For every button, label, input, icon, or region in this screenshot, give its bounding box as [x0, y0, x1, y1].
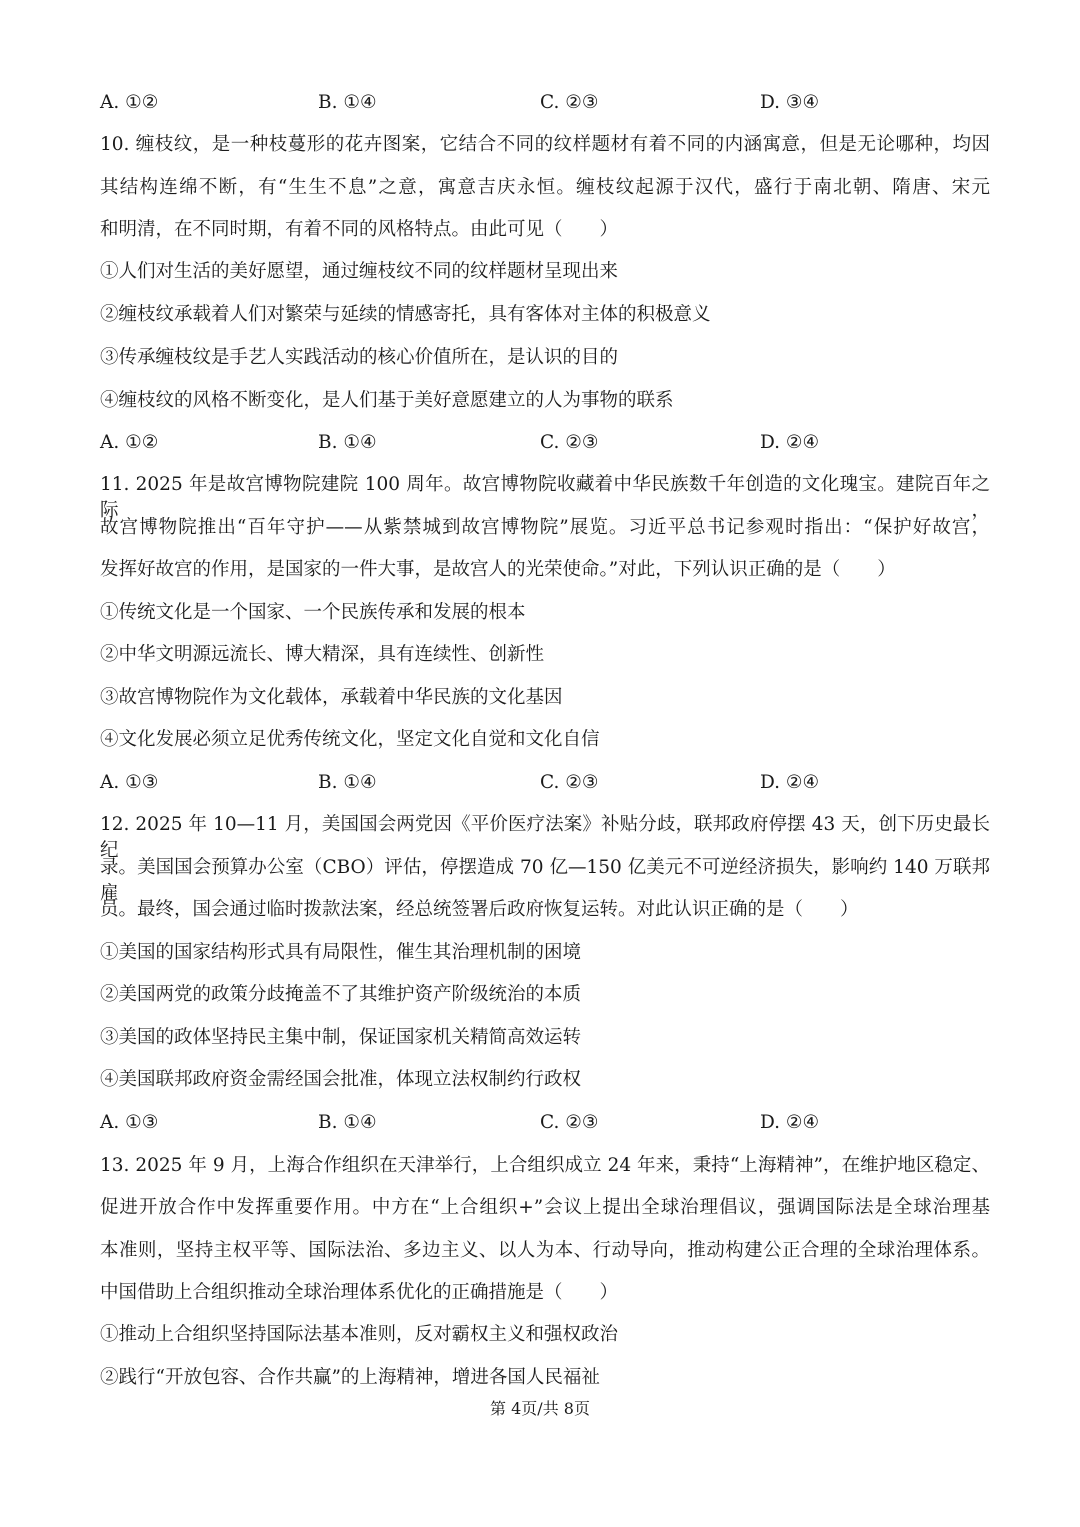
q11-options — [100, 770, 990, 796]
q12-statement: ④美国联邦政府资金需经国会批准，体现立法权制约行政权 — [100, 1069, 582, 1090]
option-a: A. ①③ — [100, 772, 159, 793]
option-b: B. ①④ — [318, 92, 377, 113]
q11-statement: ②中华文明源远流长、博大精深，具有连续性、创新性 — [100, 644, 545, 665]
q12-stem-line: 员。最终，国会通过临时拨款法案，经总统签署后政府恢复运转。对此认识正确的是（ ） — [100, 899, 859, 920]
option-d: D. ②④ — [760, 772, 820, 793]
page-number-footer: 第 4页/共 8页 — [490, 1399, 590, 1418]
option-c: C. ②③ — [540, 92, 599, 113]
option-d: D. ②④ — [760, 432, 820, 453]
option-c: C. ②③ — [540, 432, 599, 453]
option-b: B. ①④ — [318, 772, 377, 793]
q11-stem-line: 故宫博物院推出“百年守护——从紫禁城到故宫博物院”展览。习近平总书记参观时指出：“保护好故宫， — [100, 517, 990, 538]
option-a: A. ①③ — [100, 1112, 159, 1133]
q12-statement: ③美国的政体坚持民主集中制，保证国家机关精简高效运转 — [100, 1027, 582, 1048]
q13-stem-line: 中国借助上合组织推动全球治理体系优化的正确措施是（ ） — [100, 1282, 619, 1303]
q10-stem-line: 和明清，在不同时期，有着不同的风格特点。由此可见（ ） — [100, 219, 619, 240]
option-d: D. ②④ — [760, 1112, 820, 1133]
q13-statement: ②践行“开放包容、合作共赢”的上海精神，增进各国人民福祉 — [100, 1367, 600, 1388]
option-b: B. ①④ — [318, 432, 377, 453]
q12-statement: ②美国两党的政策分歧掩盖不了其维护资产阶级统治的本质 — [100, 984, 582, 1005]
option-c: C. ②③ — [540, 1112, 599, 1133]
q10-options — [100, 430, 990, 456]
q10-statement: ②缠枝纹承载着人们对繁荣与延续的情感寄托，具有客体对主体的积极意义 — [100, 304, 711, 325]
option-a: A. ①② — [100, 92, 159, 113]
option-d: D. ③④ — [760, 92, 820, 113]
q13-stem-line: 13. 2025 年 9 月，上海合作组织在天津举行，上合组织成立 24 年来，秉持“上海精神”，在维护地区稳定、 — [100, 1155, 990, 1176]
q11-statement: ④文化发展必须立足优秀传统文化，坚定文化自觉和文化自信 — [100, 729, 600, 750]
q13-stem-line: 促进开放合作中发挥重要作用。中方在“上合组织+”会议上提出全球治理倡议，强调国际法是全球治理基 — [100, 1197, 990, 1218]
q13-statement: ①推动上合组织坚持国际法基本准则，反对霸权主义和强权政治 — [100, 1324, 619, 1345]
option-a: A. ①② — [100, 432, 159, 453]
option-c: C. ②③ — [540, 772, 599, 793]
q9-options — [100, 90, 990, 116]
q11-stem-line: 发挥好故宫的作用，是国家的一件大事，是故宫人的光荣使命。”对此，下列认识正确的是（ ） — [100, 559, 896, 580]
q11-statement: ①传统文化是一个国家、一个民族传承和发展的根本 — [100, 602, 526, 623]
q12-options — [100, 1110, 990, 1136]
q10-statement: ①人们对生活的美好愿望，通过缠枝纹不同的纹样题材呈现出来 — [100, 261, 619, 282]
q12-statement: ①美国的国家结构形式具有局限性，催生其治理机制的困境 — [100, 942, 582, 963]
q11-statement: ③故宫博物院作为文化载体，承载着中华民族的文化基因 — [100, 687, 563, 708]
q11-stem-line: 11. 2025 年是故宫博物院建院 100 周年。故宫博物院收藏着中华民族数千年创造的文化瑰宝。建院百年之际， — [100, 474, 990, 521]
option-b: B. ①④ — [318, 1112, 377, 1133]
q10-statement: ④缠枝纹的风格不断变化，是人们基于美好意愿建立的人为事物的联系 — [100, 390, 674, 411]
q12-stem-line: 12. 2025 年 10—11 月，美国国会两党因《平价医疗法案》补贴分歧，联邦政府停摆 43 天，创下历史最长纪 — [100, 814, 990, 861]
q10-stem-line: 其结构连绵不断，有“生生不息”之意，寓意吉庆永恒。缠枝纹起源于汉代，盛行于南北朝、隋唐、宋元 — [100, 177, 990, 198]
q13-stem-line: 本准则，坚持主权平等、国际法治、多边主义、以人为本、行动导向，推动构建公正合理的全球治理体系。 — [100, 1240, 990, 1261]
q12-stem-line: 录。美国国会预算办公室（CBO）评估，停摆造成 70 亿—150 亿美元不可逆经济损失，影响约 140 万联邦雇 — [100, 857, 990, 904]
q10-stem-line: 10. 缠枝纹，是一种枝蔓形的花卉图案，它结合不同的纹样题材有着不同的内涵寓意，但是无论哪种，均因 — [100, 134, 990, 155]
q10-statement: ③传承缠枝纹是手艺人实践活动的核心价值所在，是认识的目的 — [100, 347, 619, 368]
